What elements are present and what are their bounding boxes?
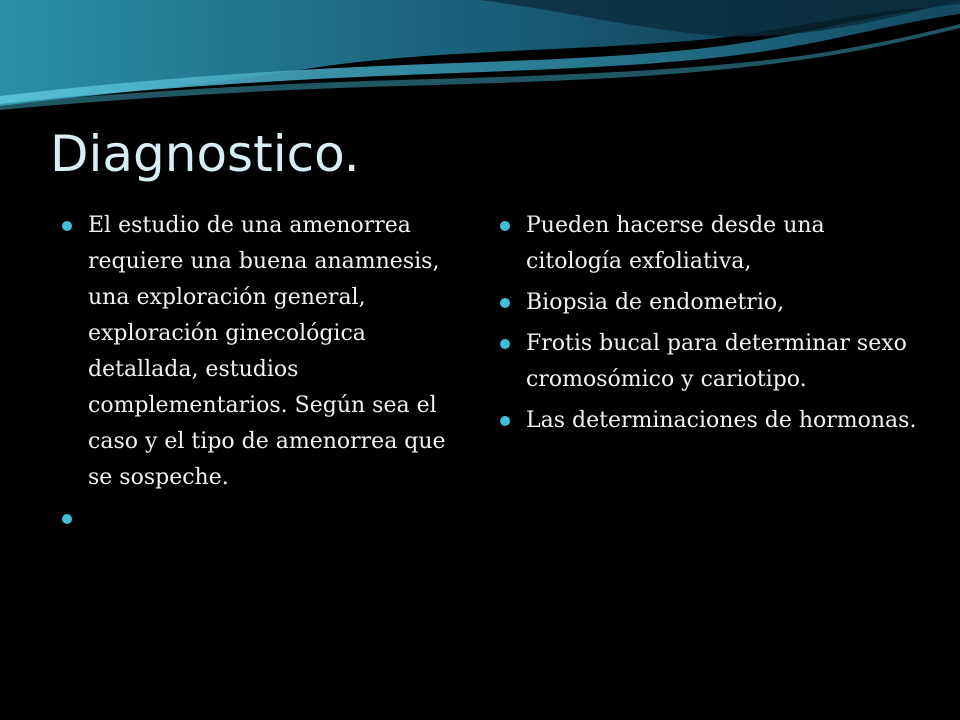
list-item-text: El estudio de una amenorrea requiere una buena anamnesis, una exploración general, exploración ginecológica detallada, estudios complementarios. Según sea el caso y el tipo de amenorrea que se sospeche. <box>88 213 446 490</box>
header-wave-decoration <box>0 0 960 120</box>
list-item-text: Las determinaciones de hormonas. <box>526 408 917 433</box>
bullet-icon <box>62 221 72 231</box>
list-item <box>500 403 920 439</box>
list-item <box>500 326 920 398</box>
bullet-icon <box>500 221 510 231</box>
list-item-text: Frotis bucal para determinar sexo cromosómico y cariotipo. <box>526 331 907 392</box>
list-item <box>500 208 920 280</box>
list-item <box>62 208 462 496</box>
list-item-text: Pueden hacerse desde una citología exfoliativa, <box>526 213 825 274</box>
list-item <box>62 501 462 537</box>
right-bullet-list <box>500 208 920 444</box>
bullet-icon <box>62 514 72 524</box>
left-bullet-list <box>62 208 462 542</box>
list-item <box>500 285 920 321</box>
bullet-icon <box>500 298 510 308</box>
slide-title: Diagnostico. <box>50 125 360 183</box>
list-item-text <box>88 501 462 537</box>
bullet-icon <box>500 339 510 349</box>
list-item-text: Biopsia de endometrio, <box>526 290 785 315</box>
bullet-icon <box>500 416 510 426</box>
